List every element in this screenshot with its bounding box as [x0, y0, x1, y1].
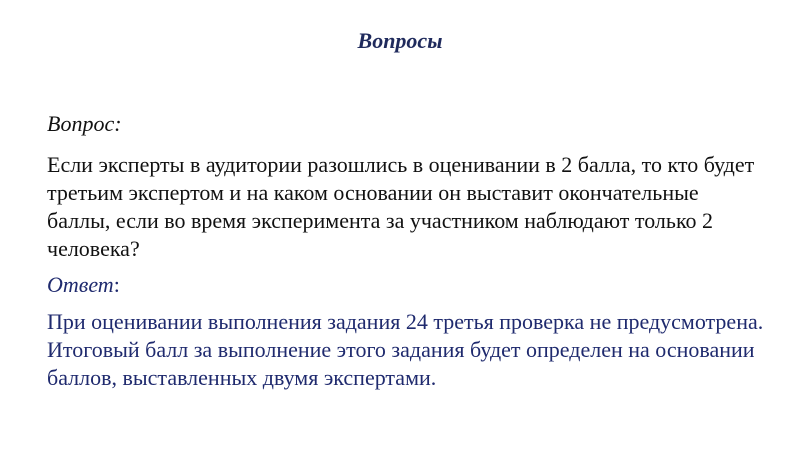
question-text: Если эксперты в аудитории разошлись в оценивании в 2 балла, то кто будет третьим экспертом и на каком основании он выставит окончательные баллы, если во время эксперимента за участником наблюдают только 2 человека?: [47, 152, 755, 261]
answer-label: Ответ: [47, 272, 114, 297]
slide-content: [47, 110, 767, 392]
answer-label-line: [47, 271, 767, 299]
answer-text: При оценивании выполнения задания 24 третья проверка не предусмотрена. Итоговый балл за выполнение этого задания будет определен на основании баллов, выставленных двумя экспертами.: [47, 309, 764, 390]
slide-title: Вопросы: [357, 28, 443, 53]
answer-colon: :: [113, 272, 120, 297]
question-label: Вопрос:: [47, 111, 122, 136]
